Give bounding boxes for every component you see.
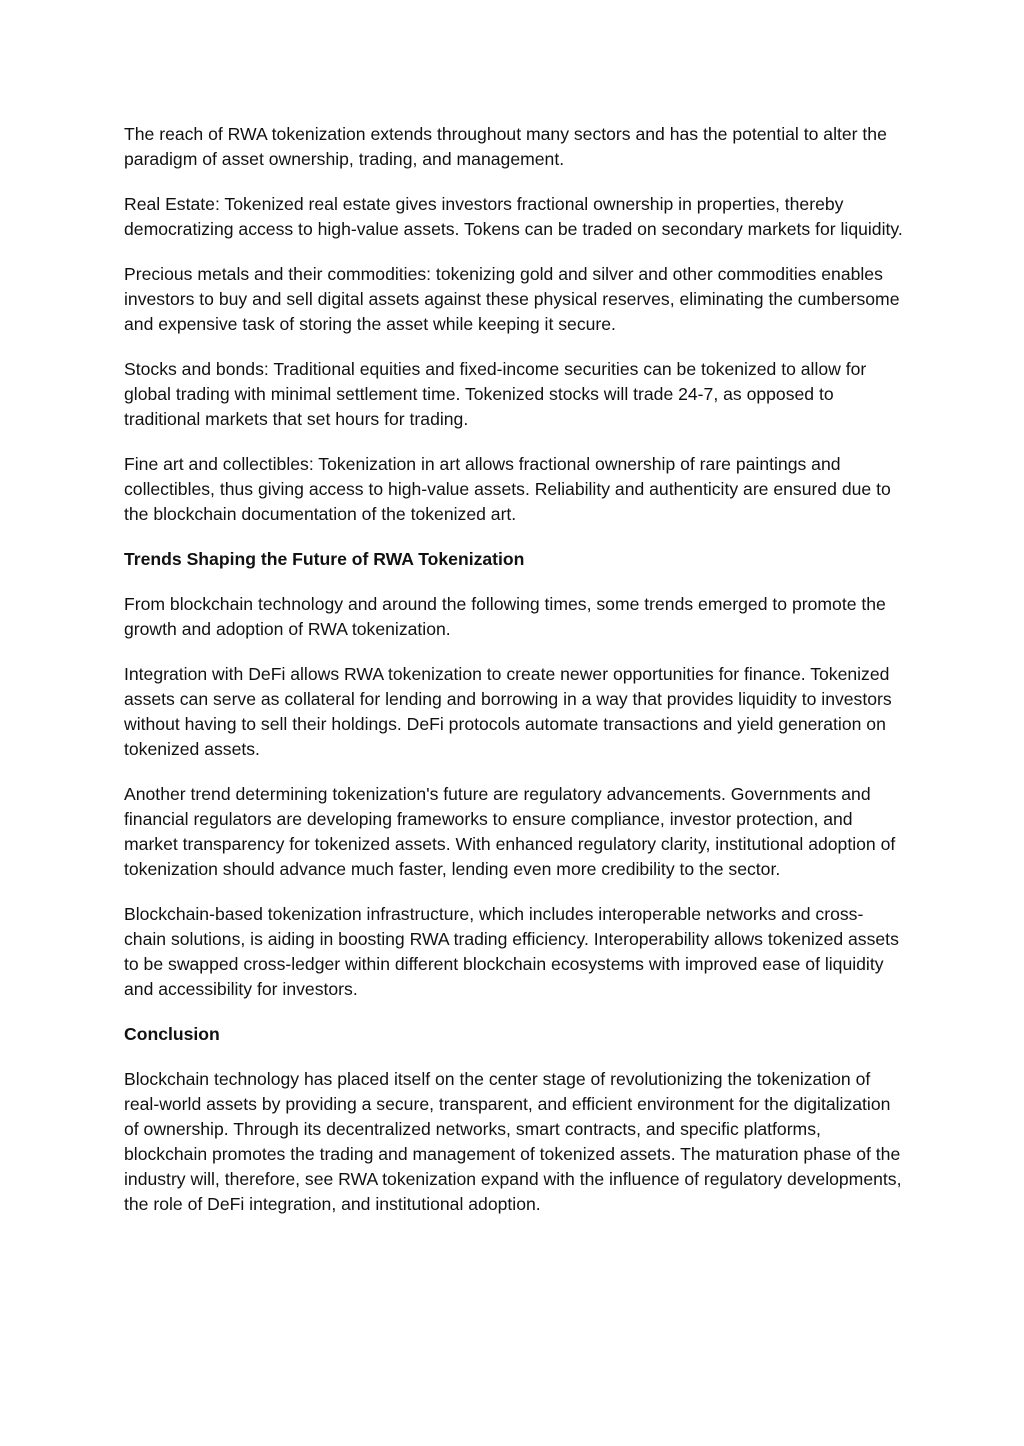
paragraph-fine-art: Fine art and collectibles: Tokenization in art allows fractional ownership of rare paintings and collectibles, thus giving access to high-value assets. Reliability and authenticity are ensured due to the blockchain documentation of the tokenized art. xyxy=(124,454,891,524)
paragraph-regulatory: Another trend determining tokenization's future are regulatory advancements. Governments and financial regulators are developing frameworks to ensure compliance, investor protection, and market transparency for tokenized assets. With enhanced regulatory clarity, institutional adoption of tokenization should advance much faster, lending even more credibility to the sector. xyxy=(124,784,896,879)
paragraph-defi: Integration with DeFi allows RWA tokenization to create newer opportunities for finance. Tokenized assets can serve as collateral for lending and borrowing in a way that provides liquidity to investors without having to sell their holdings. DeFi protocols automate transactions and yield generation on tokenized assets. xyxy=(124,664,892,759)
paragraph-precious-metals: Precious metals and their commodities: tokenizing gold and silver and other commodities enables investors to buy and sell digital assets against these physical reserves, eliminating the cumbersome and expensive task of storing the asset while keeping it secure. xyxy=(124,264,900,334)
paragraph-trends-intro: From blockchain technology and around the following times, some trends emerged to promote the growth and adoption of RWA tokenization. xyxy=(124,594,886,639)
document-body xyxy=(124,122,904,1237)
heading-conclusion: Conclusion xyxy=(124,1024,220,1044)
paragraph-stocks-bonds: Stocks and bonds: Traditional equities and fixed-income securities can be tokenized to allow for global trading with minimal settlement time. Tokenized stocks will trade 24-7, as opposed to traditional markets that set hours for trading. xyxy=(124,359,867,429)
paragraph-intro: The reach of RWA tokenization extends throughout many sectors and has the potential to alter the paradigm of asset ownership, trading, and management. xyxy=(124,124,887,169)
paragraph-infrastructure: Blockchain-based tokenization infrastructure, which includes interoperable networks and cross-chain solutions, is aiding in boosting RWA trading efficiency. Interoperability allows tokenized assets to be swapped cross-ledger within different blockchain ecosystems with improved ease of liquidity and accessibility for investors. xyxy=(124,904,899,999)
paragraph-real-estate: Real Estate: Tokenized real estate gives investors fractional ownership in properties, thereby democratizing access to high-value assets. Tokens can be traded on secondary markets for liquidity. xyxy=(124,194,903,239)
paragraph-conclusion: Blockchain technology has placed itself on the center stage of revolutionizing the tokenization of real-world assets by providing a secure, transparent, and efficient environment for the digitalization of ownership. Through its decentralized networks, smart contracts, and specific platforms, blockchain promotes the trading and management of tokenized assets. The maturation phase of the industry will, therefore, see RWA tokenization expand with the influence of regulatory developments, the role of DeFi integration, and institutional adoption. xyxy=(124,1069,902,1214)
heading-trends: Trends Shaping the Future of RWA Tokenization xyxy=(124,549,525,569)
